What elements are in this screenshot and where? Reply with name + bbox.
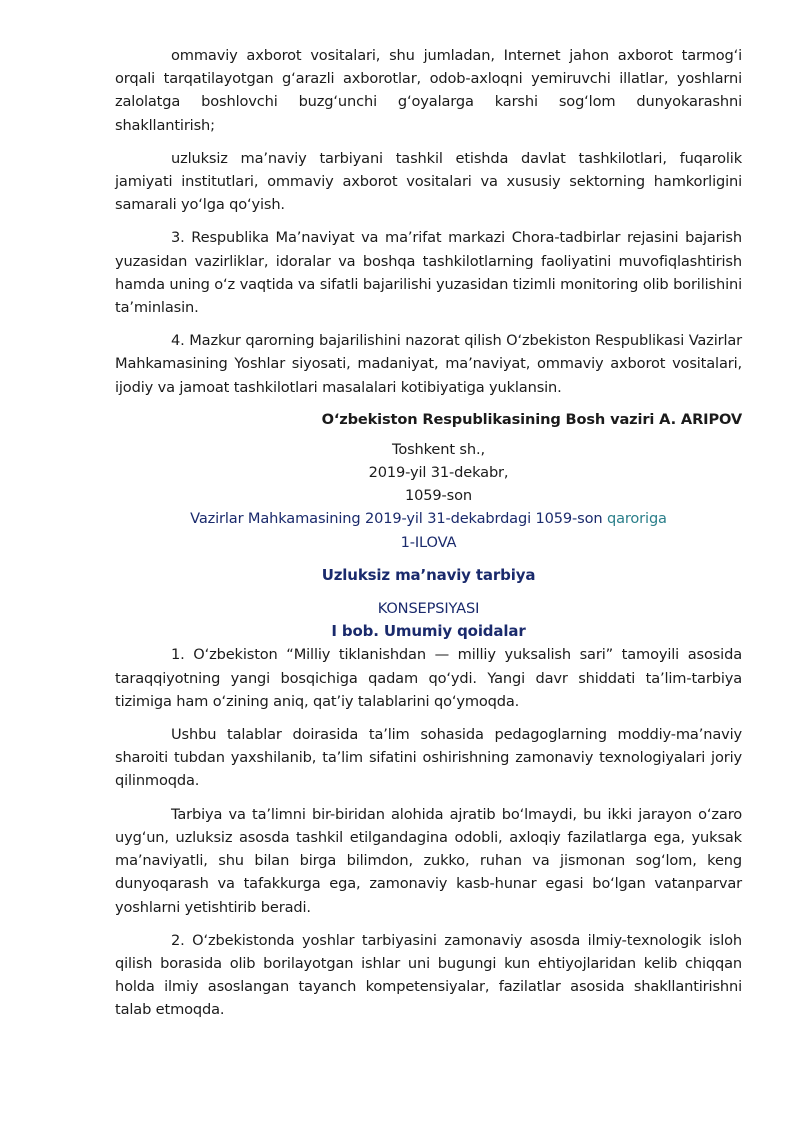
place-date-block [115, 438, 742, 508]
paragraph: Tarbiya va ta’limni bir-biridan alohida ajratib bo‘lmaydi, bu ikki jarayon o‘zaro uyg‘un, uzluksiz asosda tashkil etilgandagina odobli, axloqiy fazilatlarga ega, yuksak ma’naviyatli, shu bilan birga bilimdon, zukko, ruhan va jismonan sog‘lom, keng dunyoqarash va tafakkurga ega, zamonaviy kasb-hunar egasi bo‘lgan vatanparvar yoshlarni yetishtirib beradi. [115, 805, 742, 916]
paragraph: ommaviy axborot vositalari, shu jumladan, Internet jahon axborot tarmog‘i orqali tarqatilayotgan g‘arazli axborotlar, odob-axloqni yemiruvchi illatlar, yoshlarni zalolatga boshlovchi buzg‘unchi g‘oyalarga karshi sog‘lom dunyokarashni shakllantirish; [115, 47, 742, 134]
paragraph: 2. O‘zbekistonda yoshlar tarbiyasini zamonaviy asosda ilmiy-texnologik isloh qilish borasida olib borilayotgan ishlar uni bugungi kun ehtiyojlaridan kelib chiqqan holda ilmiy asoslangan tayanch kompetensiyalar, fazilatlar asosida shakllantirishni talab etmoqda. [115, 931, 742, 1019]
document-page [115, 44, 742, 1032]
paragraph: 4. Mazkur qarorning bajarilishini nazorat qilish O‘zbekiston Respublikasi Vazirlar Mahkamasining Yoshlar siyosati, madaniyat, ma’naviyat, ommaviy axborot vositalari, ijodiy va jamoat tashkilotlari masalalari kotibiyatiga yuklansin. [115, 332, 742, 396]
chapter-title: I bob. Umumiy qoidalar [331, 622, 526, 641]
paragraph: uzluksiz ma’naviy tarbiyani tashkil etishda davlat tashkilotlari, fuqarolik jamiyati institutlari, ommaviy axborot vositalari va xususiy sektorning hamkorligini samarali yo‘lga qo‘yish. [115, 149, 742, 214]
date: 2019-yil 31-dekabr, [368, 464, 509, 482]
annex-reference-text: Vazirlar Mahkamasining 2019-yil 31-dekabrdagi 1059-son [190, 510, 607, 528]
decree-number: 1059-son [405, 487, 472, 505]
document-subtitle: KONSEPSIYASI [377, 600, 480, 618]
paragraph: 3. Respublika Ma’naviyat va ma’rifat markazi Chora-tadbirlar rejasini bajarish yuzasidan vazirliklar, idoralar va boshqa tashkilotlarning faoliyatini muvofiqlashtirish hamda uning o‘z vaqtida va sifatli bajarilishi yuzasidan tizimli monitoring olib borilishini ta’minlasin. [115, 229, 742, 317]
paragraph: 1. O‘zbekiston “Milliy tiklanishdan — milliy yuksalish sari” tamoyili asosida taraqqiyotning yangi bosqichiga qadam qo‘ydi. Yangi davr shiddati ta’lim-tarbiya tizimiga ham o‘zining aniq, qat’iy talablarini qo‘ymoqda. [115, 646, 742, 710]
signature: O‘zbekiston Respublikasining Bosh vaziri A. ARIPOV [321, 410, 742, 428]
paragraph: Ushbu talablar doirasida ta’lim sohasida pedagoglarning moddiy-ma’naviy sharoiti tubdan yaxshilanib, ta’lim sifatini oshirishning zamonaviy texnologiyalari joriy qilinmoqda. [115, 726, 742, 790]
annex-label: 1-ILOVA [400, 533, 457, 551]
document-title: Uzluksiz ma’naviy tarbiya [321, 565, 536, 584]
decree-link[interactable]: qaroriga [606, 510, 667, 528]
annex-reference [115, 507, 742, 530]
place: Toshkent sh., [392, 440, 485, 458]
